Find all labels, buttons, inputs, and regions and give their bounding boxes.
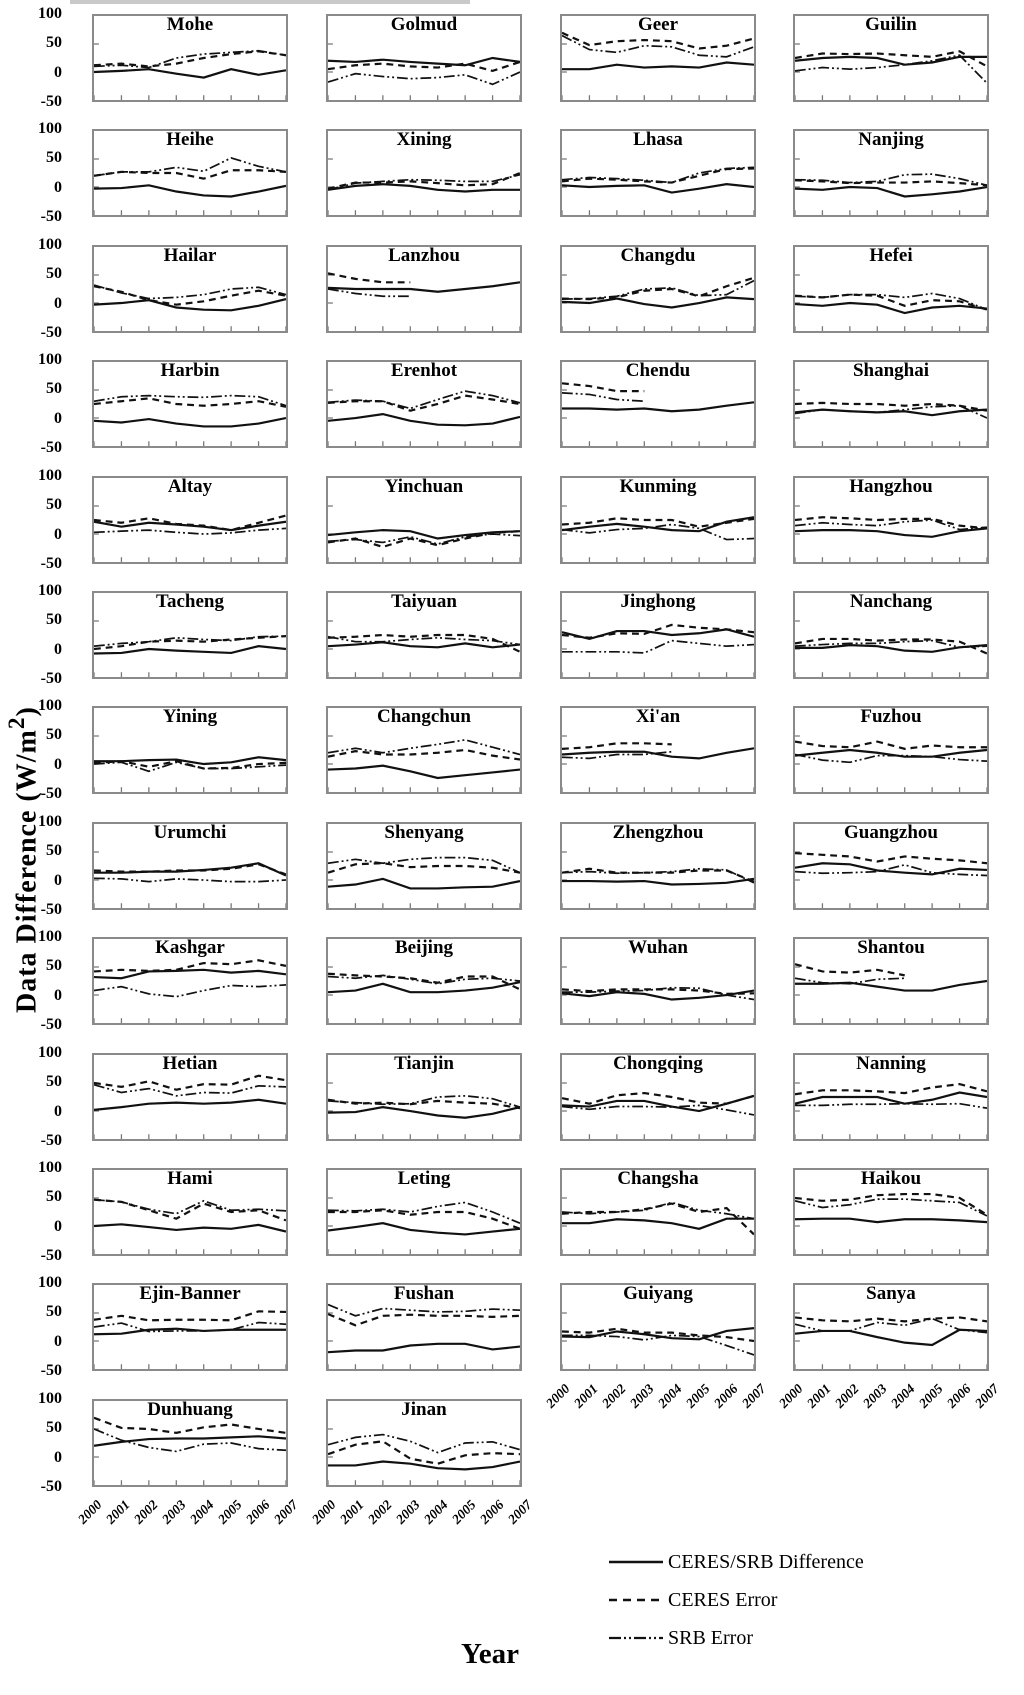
- x-tick-label: 2002: [831, 1381, 862, 1411]
- panel-sanya: [793, 1283, 989, 1371]
- y-tick-label: 100: [38, 5, 62, 22]
- panel-tianjin: [326, 1053, 522, 1141]
- y-tick-label: 100: [38, 582, 62, 599]
- panel-title: Beijing: [394, 937, 454, 958]
- panel-wuhan: [560, 937, 756, 1025]
- y-tick-label: 50: [46, 726, 62, 744]
- y-tick-label: 0: [54, 1332, 62, 1350]
- panel-title: Wuhan: [628, 937, 688, 958]
- panel-hefei: [793, 245, 989, 333]
- x-tick-label: 2002: [130, 1497, 161, 1527]
- y-tick-label: 100: [38, 467, 62, 484]
- srb-error-line: [795, 865, 987, 876]
- y-tick-label: 100: [38, 1274, 62, 1291]
- x-tick-label: 2006: [943, 1381, 974, 1411]
- panel-guiyang: [560, 1283, 756, 1371]
- panel-chendu: [560, 360, 756, 448]
- panel-erenhot: [326, 360, 522, 448]
- panel-changchun: [326, 706, 522, 794]
- legend-item-srb-error: [608, 1619, 908, 1657]
- y-tick-label: -50: [40, 901, 62, 918]
- srb-error-line: [562, 1335, 754, 1355]
- difference-line: [328, 982, 520, 992]
- y-tick-label: 100: [38, 1390, 62, 1407]
- ceres-error-line: [94, 398, 286, 406]
- ceres-error-line: [94, 1311, 286, 1320]
- difference-line: [562, 1219, 754, 1229]
- difference-line: [328, 282, 520, 291]
- ceres-error-line: [328, 750, 520, 760]
- panel-title: Guangzhou: [844, 822, 938, 843]
- ceres-error-line: [562, 1093, 754, 1104]
- panel-guilin: [793, 14, 989, 102]
- panel-title: Lanzhou: [388, 245, 460, 266]
- x-tick-label: 2004: [420, 1497, 451, 1527]
- srb-error-line: [328, 1435, 520, 1453]
- y-tick-label: -50: [40, 1362, 62, 1379]
- ceres-error-line: [795, 180, 987, 185]
- panel-fuzhou: [793, 706, 989, 794]
- y-tick-label: 0: [54, 1217, 62, 1235]
- panel-title: Guiyang: [623, 1283, 693, 1304]
- difference-line: [94, 646, 286, 653]
- difference-line: [795, 187, 987, 196]
- panel-title: Haikou: [860, 1168, 922, 1189]
- x-tick-label: 2001: [102, 1497, 133, 1527]
- y-tick-label: -50: [40, 324, 62, 341]
- panel-title: Dunhuang: [147, 1399, 233, 1420]
- x-tick-label: 2003: [626, 1381, 657, 1411]
- y-tick-label: 100: [38, 236, 62, 253]
- x-tick-label: 2001: [336, 1497, 367, 1527]
- panel-altay: [92, 476, 288, 564]
- y-tick-label: -50: [40, 93, 62, 110]
- ceres-error-line: [94, 1076, 286, 1090]
- panel-urumchi: [92, 822, 288, 910]
- y-tick-label: -50: [40, 208, 62, 225]
- panel-leting: [326, 1168, 522, 1256]
- solid-line-sample-icon: [608, 1558, 664, 1566]
- panel-title: Zhengzhou: [612, 822, 704, 843]
- difference-line: [795, 57, 987, 65]
- panel-dunhuang: [92, 1399, 288, 1487]
- difference-line: [328, 766, 520, 778]
- ceres-error-line: [562, 383, 644, 391]
- y-tick-label: -50: [40, 785, 62, 802]
- panel-title: Jinghong: [620, 591, 696, 612]
- panel-lhasa: [560, 129, 756, 217]
- difference-line: [94, 185, 286, 196]
- ceres-error-line: [795, 853, 987, 863]
- legend-label: CERES Error: [668, 1588, 778, 1611]
- x-tick-label: 2000: [775, 1381, 806, 1411]
- panel-title: Yinchuan: [384, 476, 464, 497]
- y-tick-label: 0: [54, 871, 62, 889]
- panel-hami: [92, 1168, 288, 1256]
- panel-shantou: [793, 937, 989, 1025]
- y-tick-label: 50: [46, 957, 62, 975]
- panel-hetian: [92, 1053, 288, 1141]
- panel-title: Lhasa: [633, 129, 683, 150]
- y-tick-label: 50: [46, 611, 62, 629]
- difference-line: [562, 184, 754, 192]
- panel-jinan: [326, 1399, 522, 1487]
- panel-lanzhou: [326, 245, 522, 333]
- panel-title: Mohe: [166, 14, 214, 35]
- legend-label: CERES/SRB Difference: [668, 1550, 864, 1573]
- y-tick-label: -50: [40, 1247, 62, 1264]
- y-tick-label: 0: [54, 1448, 62, 1466]
- difference-line: [328, 414, 520, 425]
- srb-error-line: [562, 641, 754, 653]
- y-axis-title-superscript: 2: [4, 716, 30, 730]
- difference-line: [328, 879, 520, 889]
- srb-error-line: [94, 158, 286, 176]
- difference-line: [562, 62, 754, 69]
- panel-shanghai: [793, 360, 989, 448]
- srb-error-line: [94, 51, 286, 68]
- y-tick-label: 50: [46, 380, 62, 398]
- panel-title: Golmud: [390, 14, 458, 35]
- x-tick-label: 2007: [504, 1497, 535, 1527]
- ceres-error-line: [795, 295, 987, 310]
- difference-line: [795, 1330, 987, 1345]
- panel-kashgar: [92, 937, 288, 1025]
- difference-line: [562, 402, 754, 411]
- panel-title: Guilin: [865, 14, 917, 35]
- y-tick-label: 0: [54, 525, 62, 543]
- x-tick-labels: [542, 1375, 769, 1433]
- x-tick-label: 2005: [448, 1497, 479, 1527]
- panel-title: Xining: [396, 129, 452, 150]
- panel-guangzhou: [793, 822, 989, 910]
- y-axis-title: Data Difference $(W/m^2)$: [4, 706, 43, 1014]
- srb-error-line: [562, 1202, 754, 1218]
- panel-title: Sanya: [866, 1283, 916, 1304]
- panel-ejin-banner: [92, 1283, 288, 1371]
- ceres-error-line: [795, 1317, 987, 1321]
- y-tick-label: 50: [46, 1188, 62, 1206]
- y-tick-label: 100: [38, 1044, 62, 1061]
- difference-line: [795, 645, 987, 652]
- panel-title: Nanning: [856, 1053, 926, 1074]
- x-tick-label: 2006: [242, 1497, 273, 1527]
- x-tick-label: 2006: [476, 1497, 507, 1527]
- panel-title: Chongqing: [613, 1053, 703, 1074]
- y-tick-label: 0: [54, 640, 62, 658]
- x-tick-label: 2002: [364, 1497, 395, 1527]
- panel-title: Heihe: [166, 129, 214, 150]
- x-tick-label: 2003: [392, 1497, 423, 1527]
- legend-item-ceres-error: [608, 1581, 908, 1619]
- panel-title: Shenyang: [384, 822, 464, 843]
- x-tick-label: 2005: [214, 1497, 245, 1527]
- panel-title: Fushan: [393, 1283, 455, 1304]
- y-tick-label: -50: [40, 1478, 62, 1495]
- y-tick-label: 100: [38, 928, 62, 945]
- panel-title: Taiyuan: [391, 591, 457, 612]
- panel-title: Hangzhou: [849, 476, 933, 497]
- x-tick-label: 2001: [570, 1381, 601, 1411]
- y-tick-label: 0: [54, 178, 62, 196]
- y-tick-label: 50: [46, 1073, 62, 1091]
- ceres-error-line: [328, 1441, 520, 1463]
- panel-hangzhou: [793, 476, 989, 564]
- x-axis-title: Year: [461, 1638, 519, 1670]
- ceres-error-line: [328, 863, 520, 872]
- panel-title: Hami: [167, 1168, 213, 1189]
- ceres-error-line: [795, 639, 987, 654]
- srb-error-line: [795, 55, 987, 83]
- difference-line: [328, 184, 520, 191]
- panel-title: Xi'an: [635, 706, 681, 727]
- x-tick-label: 2002: [598, 1381, 629, 1411]
- top-edge-artifact: [70, 0, 470, 4]
- panel-jinghong: [560, 591, 756, 679]
- panel-title: Urumchi: [153, 822, 227, 843]
- x-tick-label: 2000: [542, 1381, 573, 1411]
- legend: [608, 1543, 908, 1657]
- y-tick-label: -50: [40, 1132, 62, 1149]
- srb-error-line: [94, 985, 286, 997]
- panel-title: Tianjin: [394, 1053, 454, 1074]
- legend-item-difference: [608, 1543, 908, 1581]
- ceres-error-line: [94, 516, 286, 531]
- y-tick-label: 50: [46, 265, 62, 283]
- panel-title: Nanjing: [858, 129, 924, 150]
- difference-line: [94, 970, 286, 978]
- y-tick-label: 100: [38, 1159, 62, 1176]
- panel-nanchang: [793, 591, 989, 679]
- panel-yining: [92, 706, 288, 794]
- panel-haikou: [793, 1168, 989, 1256]
- srb-error-line: [562, 393, 644, 401]
- difference-line: [94, 69, 286, 77]
- panel-title: Fuzhou: [860, 706, 922, 727]
- panel-title: Geer: [637, 14, 679, 35]
- panel-title: Changchun: [377, 706, 471, 727]
- ceres-error-line: [94, 1200, 286, 1221]
- y-tick-label: 0: [54, 63, 62, 81]
- difference-line: [94, 299, 286, 310]
- panel-shenyang: [326, 822, 522, 910]
- panel-title: Changdu: [620, 245, 696, 266]
- panel-title: Kunming: [619, 476, 697, 497]
- srb-error-line: [795, 1104, 987, 1108]
- panel-xi-an: [560, 706, 756, 794]
- y-tick-label: 100: [38, 813, 62, 830]
- ceres-error-line: [562, 989, 754, 993]
- x-tick-label: 2004: [654, 1381, 685, 1411]
- panel-title: Erenhot: [390, 360, 458, 381]
- y-tick-label: -50: [40, 1016, 62, 1033]
- difference-line: [795, 303, 987, 313]
- panel-chongqing: [560, 1053, 756, 1141]
- panel-fushan: [326, 1283, 522, 1371]
- panel-title: Hailar: [163, 245, 217, 266]
- ceres-error-line: [328, 273, 410, 282]
- ceres-error-line: [562, 169, 754, 183]
- ceres-error-line: [795, 964, 905, 975]
- difference-line: [94, 1436, 286, 1445]
- difference-line: [795, 1219, 987, 1222]
- y-tick-label: -50: [40, 555, 62, 572]
- difference-line: [328, 1223, 520, 1234]
- panel-title: Yining: [162, 706, 218, 727]
- panel-title: Shanghai: [852, 360, 930, 381]
- y-tick-label: 50: [46, 149, 62, 167]
- y-tick-label: 50: [46, 34, 62, 52]
- panel-changdu: [560, 245, 756, 333]
- panel-golmud: [326, 14, 522, 102]
- difference-line: [94, 1100, 286, 1110]
- srb-error-line: [795, 520, 987, 530]
- panel-harbin: [92, 360, 288, 448]
- panel-xining: [326, 129, 522, 217]
- y-tick-label: 100: [38, 351, 62, 368]
- panel-geer: [560, 14, 756, 102]
- panel-title: Hetian: [162, 1053, 218, 1074]
- x-tick-labels: [74, 1491, 301, 1549]
- panel-title: Kashgar: [155, 937, 225, 958]
- ceres-error-line: [795, 1194, 987, 1215]
- difference-line: [94, 1224, 286, 1231]
- difference-line: [328, 1344, 520, 1352]
- ceres-error-line: [562, 743, 672, 749]
- difference-line: [328, 642, 520, 647]
- y-tick-label: -50: [40, 439, 62, 456]
- srb-error-line: [328, 1305, 520, 1316]
- panel-title: Jinan: [401, 1399, 447, 1420]
- x-tick-label: 2000: [74, 1497, 105, 1527]
- difference-line: [795, 750, 987, 757]
- x-tick-label: 2003: [859, 1381, 890, 1411]
- panel-heihe: [92, 129, 288, 217]
- x-tick-label: 2000: [308, 1497, 339, 1527]
- y-tick-label: 50: [46, 496, 62, 514]
- y-tick-label: -50: [40, 670, 62, 687]
- srb-error-line: [94, 528, 286, 534]
- ceres-error-line: [562, 625, 754, 638]
- difference-line: [562, 879, 754, 885]
- panel-zhengzhou: [560, 822, 756, 910]
- panel-title: Changsha: [617, 1168, 699, 1189]
- x-tick-label: 2003: [158, 1497, 189, 1527]
- ceres-error-line: [94, 170, 286, 178]
- dashed-line-sample-icon: [608, 1596, 664, 1604]
- x-tick-label: 2007: [270, 1497, 301, 1527]
- x-tick-label: 2004: [887, 1381, 918, 1411]
- panel-kunming: [560, 476, 756, 564]
- ceres-error-line: [562, 869, 754, 882]
- difference-line: [94, 418, 286, 426]
- dash-dot-dot-line-sample-icon: [608, 1634, 664, 1642]
- x-tick-label: 2007: [971, 1381, 1002, 1411]
- difference-line: [795, 1093, 987, 1104]
- panel-nanjing: [793, 129, 989, 217]
- srb-error-line: [94, 878, 286, 881]
- panel-tacheng: [92, 591, 288, 679]
- panel-yinchuan: [326, 476, 522, 564]
- ceres-error-line: [795, 742, 987, 749]
- panel-nanning: [793, 1053, 989, 1141]
- panel-title: Leting: [397, 1168, 451, 1189]
- x-tick-label: 2004: [186, 1497, 217, 1527]
- x-tick-label: 2006: [710, 1381, 741, 1411]
- y-tick-label: 50: [46, 1419, 62, 1437]
- panel-title: Nanchang: [849, 591, 933, 612]
- panel-title: Altay: [167, 476, 213, 497]
- panel-title: Hefei: [869, 245, 913, 266]
- panel-title: Harbin: [160, 360, 220, 381]
- panel-taiyuan: [326, 591, 522, 679]
- panel-title: Tacheng: [156, 591, 224, 612]
- panel-title: Chendu: [625, 360, 691, 381]
- difference-line: [328, 1107, 520, 1118]
- y-tick-label: 50: [46, 842, 62, 860]
- ceres-error-line: [94, 51, 286, 66]
- panel-changsha: [560, 1168, 756, 1256]
- x-tick-label: 2007: [738, 1381, 769, 1411]
- srb-error-line: [94, 1429, 286, 1451]
- panel-title: Shantou: [857, 937, 925, 958]
- difference-line: [562, 748, 754, 758]
- y-tick-label: 0: [54, 294, 62, 312]
- x-tick-label: 2005: [915, 1381, 946, 1411]
- y-tick-label: 0: [54, 1102, 62, 1120]
- y-tick-label: 0: [54, 409, 62, 427]
- legend-label: SRB Error: [668, 1626, 753, 1649]
- panel-hailar: [92, 245, 288, 333]
- y-tick-label: 0: [54, 986, 62, 1004]
- y-tick-label: 50: [46, 1303, 62, 1321]
- x-tick-labels: [775, 1375, 1002, 1433]
- difference-line: [328, 1462, 520, 1470]
- panel-mohe: [92, 14, 288, 102]
- x-tick-label: 2005: [682, 1381, 713, 1411]
- difference-line: [562, 629, 754, 639]
- panel-title: Ejin-Banner: [139, 1283, 241, 1304]
- srb-error-line: [328, 72, 520, 84]
- x-tick-label: 2001: [803, 1381, 834, 1411]
- y-tick-label: 0: [54, 755, 62, 773]
- panel-beijing: [326, 937, 522, 1025]
- y-tick-label: 100: [38, 120, 62, 137]
- srb-error-line: [795, 641, 987, 648]
- x-tick-labels: [308, 1491, 535, 1549]
- y-tick-label: 100: [38, 697, 62, 714]
